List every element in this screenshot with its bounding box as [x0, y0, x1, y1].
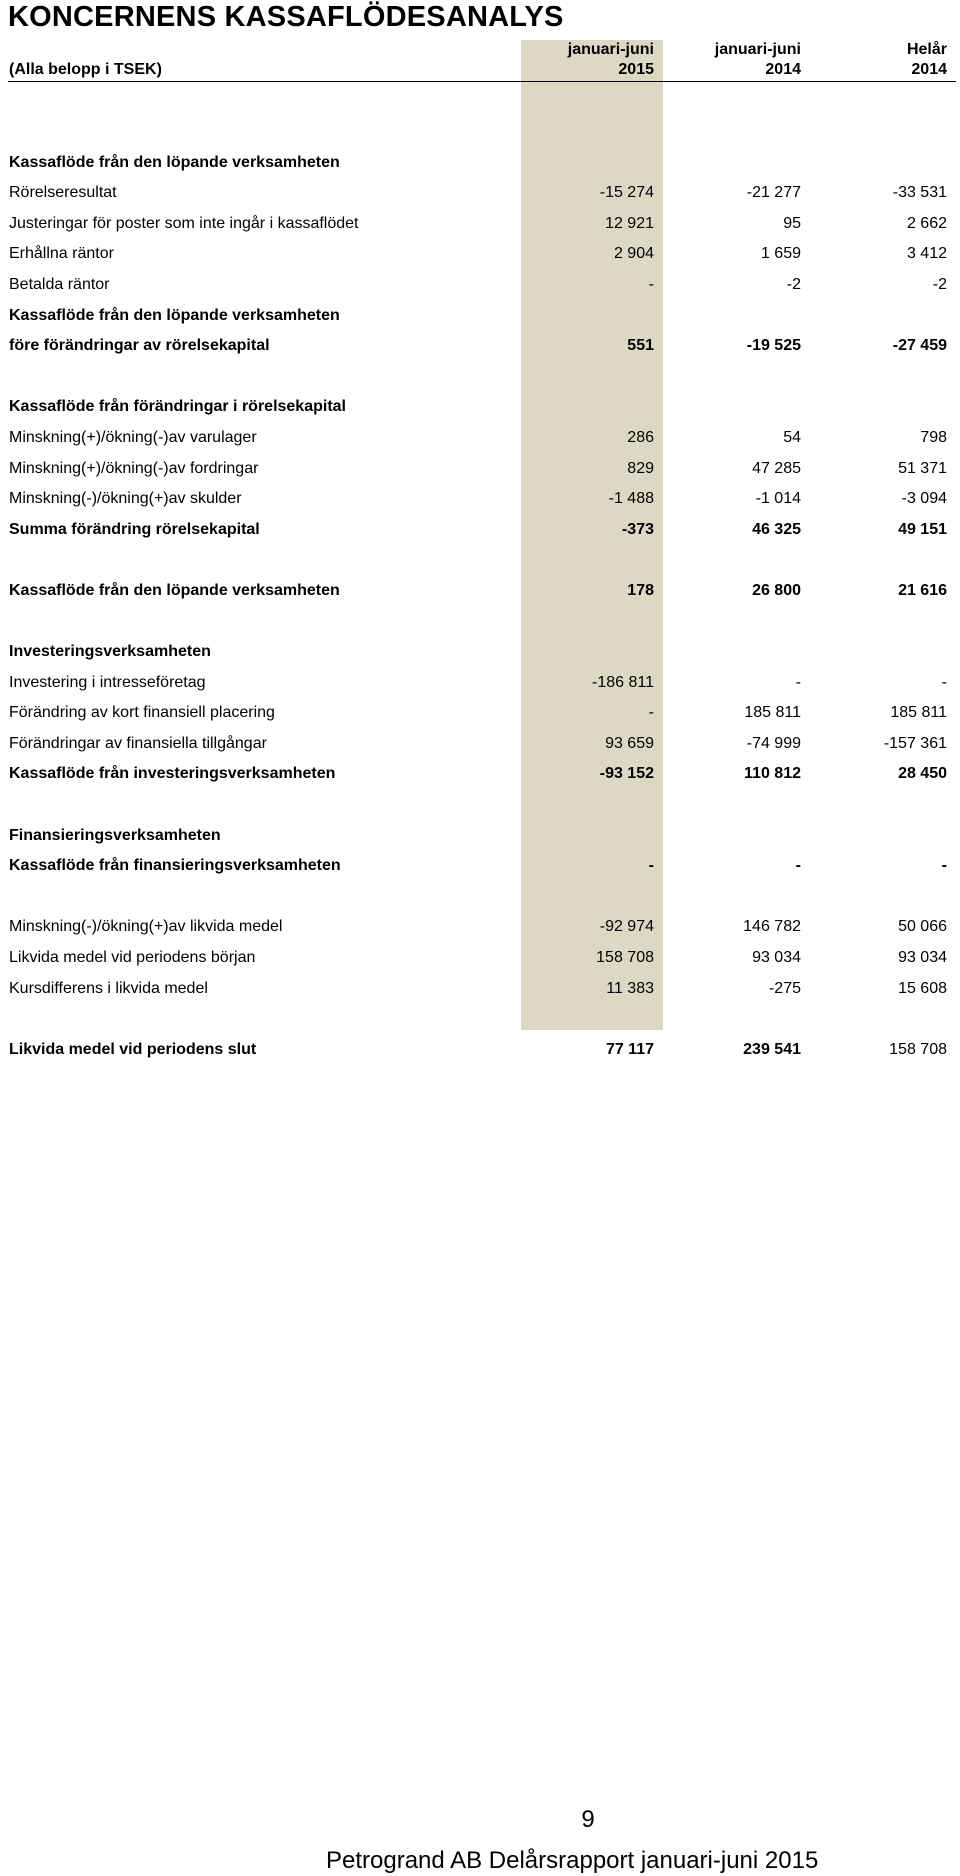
spacer-row — [0, 362, 960, 393]
table-row — [0, 178, 960, 209]
value-cell: - — [648, 704, 654, 722]
table-row — [0, 729, 960, 760]
value-cell: 54 — [783, 428, 801, 446]
value-cell: 47 285 — [752, 459, 801, 477]
value-cell: 15 608 — [898, 979, 947, 997]
table-row — [0, 331, 960, 362]
value-cell: -186 811 — [592, 673, 654, 691]
table-row — [0, 974, 960, 1005]
table-row — [0, 515, 960, 546]
row-label: Minskning(+)/ökning(-)av fordringar — [9, 459, 259, 477]
row-label: Rörelseresultat — [9, 184, 117, 202]
row-label: Kassaflöde från den löpande verksamheten — [9, 581, 340, 599]
table-row — [0, 239, 960, 270]
table-row — [0, 821, 960, 852]
table-row — [0, 912, 960, 943]
value-cell: 239 541 — [743, 1040, 801, 1058]
value-cell: -275 — [768, 979, 801, 997]
report-footer: Petrogrand AB Delårsrapport januari-juni 2015 — [326, 1847, 819, 1874]
value-cell: 28 450 — [898, 765, 947, 783]
table-row — [0, 576, 960, 607]
value-cell: 11 383 — [606, 979, 654, 997]
value-cell: -33 531 — [892, 184, 947, 202]
table-row — [0, 637, 960, 668]
row-label: Erhållna räntor — [9, 245, 114, 263]
column-header-period: januari-juni — [567, 41, 654, 58]
value-cell: -74 999 — [746, 734, 801, 752]
value-cell: -157 361 — [883, 734, 947, 752]
value-cell: 551 — [627, 337, 654, 355]
value-cell: - — [941, 857, 947, 875]
value-cell: -3 094 — [901, 490, 947, 508]
table-row — [0, 943, 960, 974]
table-row — [0, 209, 960, 240]
row-label: Kassaflöde från den löpande verksamheten — [9, 153, 340, 171]
value-cell: 798 — [920, 428, 947, 446]
cash-flow-table — [0, 117, 960, 1065]
table-row — [0, 1035, 960, 1066]
table-row — [0, 392, 960, 423]
value-cell: 185 811 — [890, 704, 947, 722]
value-cell: 185 811 — [744, 704, 801, 722]
row-label: Kassaflöde från investeringsverksamheten — [9, 765, 336, 783]
value-cell: -1 014 — [755, 490, 801, 508]
table-row — [0, 668, 960, 699]
value-cell: 12 921 — [605, 214, 654, 232]
row-label: Likvida medel vid periodens slut — [9, 1040, 257, 1058]
value-cell: 26 800 — [752, 581, 801, 599]
value-cell: 158 708 — [889, 1040, 947, 1058]
table-row — [0, 454, 960, 485]
spacer-row — [0, 790, 960, 821]
row-label: Betalda räntor — [9, 275, 110, 293]
spacer-row — [0, 545, 960, 576]
column-header-year: 2014 — [765, 61, 801, 78]
column-header-jan-jun-2015 — [521, 40, 654, 80]
value-cell: 51 371 — [898, 459, 947, 477]
row-label: Kursdifferens i likvida medel — [9, 979, 208, 997]
unit-note: (Alla belopp i TSEK) — [9, 61, 162, 78]
value-cell: 50 066 — [898, 918, 947, 936]
value-cell: -373 — [621, 520, 654, 538]
value-cell: -21 277 — [746, 184, 801, 202]
row-label: Investeringsverksamheten — [9, 643, 211, 661]
value-cell: 93 034 — [752, 949, 801, 967]
row-label: Kassaflöde från förändringar i rörelsekapital — [9, 398, 346, 416]
row-label: Investering i intresseföretag — [9, 673, 206, 691]
row-label: Finansieringsverksamheten — [9, 826, 221, 844]
page-number: 9 — [581, 1806, 595, 1833]
row-label: Kassaflöde från den löpande verksamheten — [9, 306, 340, 324]
table-row — [0, 148, 960, 179]
spacer-row — [0, 117, 960, 148]
table-row — [0, 484, 960, 515]
value-cell: 1 659 — [760, 245, 801, 263]
column-header-full-year-2014 — [801, 40, 947, 80]
row-label: före förändringar av rörelsekapital — [9, 337, 270, 355]
value-cell: 3 412 — [906, 245, 947, 263]
table-row — [0, 301, 960, 332]
value-cell: -1 488 — [608, 490, 654, 508]
value-cell: - — [648, 857, 654, 875]
spacer-row — [0, 1004, 960, 1035]
value-cell: 178 — [627, 581, 654, 599]
row-label: Minskning(+)/ökning(-)av varulager — [9, 428, 257, 446]
value-cell: 21 616 — [898, 581, 947, 599]
spacer-row — [0, 882, 960, 913]
row-label: Likvida medel vid periodens början — [9, 949, 256, 967]
value-cell: 49 151 — [898, 520, 947, 538]
value-cell: 2 662 — [906, 214, 947, 232]
column-header-period: Helår — [906, 41, 947, 58]
spacer-row — [0, 607, 960, 638]
column-header-year: 2014 — [911, 61, 947, 78]
table-row — [0, 423, 960, 454]
value-cell: -2 — [786, 275, 801, 293]
value-cell: 146 782 — [743, 918, 801, 936]
column-header-year: 2015 — [618, 61, 654, 78]
value-cell: -19 525 — [746, 337, 801, 355]
row-label: Summa förändring rörelsekapital — [9, 520, 260, 538]
value-cell: -15 274 — [599, 184, 654, 202]
table-row — [0, 270, 960, 301]
value-cell: - — [795, 673, 801, 691]
row-label: Förändringar av finansiella tillgångar — [9, 734, 267, 752]
header-rule — [8, 81, 956, 82]
table-row — [0, 698, 960, 729]
column-header-jan-jun-2014 — [663, 40, 801, 80]
value-cell: -92 974 — [599, 918, 654, 936]
table-row — [0, 759, 960, 790]
value-cell: - — [795, 857, 801, 875]
value-cell: -27 459 — [892, 337, 947, 355]
row-label: Minskning(-)/ökning(+)av skulder — [9, 490, 242, 508]
column-header-period: januari-juni — [714, 41, 801, 58]
row-label: Justeringar för poster som inte ingår i kassaflödet — [9, 214, 359, 232]
value-cell: - — [648, 275, 654, 293]
page-title: KONCERNENS KASSAFLÖDESANALYS — [8, 1, 564, 33]
value-cell: 77 117 — [605, 1040, 654, 1058]
value-cell: - — [941, 673, 947, 691]
value-cell: 110 812 — [744, 765, 801, 783]
value-cell: 46 325 — [752, 520, 801, 538]
value-cell: 93 659 — [605, 734, 654, 752]
table-row — [0, 851, 960, 882]
value-cell: 93 034 — [898, 949, 947, 967]
value-cell: 95 — [783, 214, 801, 232]
row-label: Kassaflöde från finansieringsverksamheten — [9, 857, 341, 875]
row-label: Förändring av kort finansiell placering — [9, 704, 275, 722]
value-cell: 158 708 — [596, 949, 654, 967]
value-cell: -93 152 — [599, 765, 654, 783]
value-cell: 2 904 — [613, 245, 654, 263]
value-cell: -2 — [932, 275, 947, 293]
value-cell: 286 — [627, 428, 654, 446]
row-label: Minskning(-)/ökning(+)av likvida medel — [9, 918, 283, 936]
value-cell: 829 — [627, 459, 654, 477]
